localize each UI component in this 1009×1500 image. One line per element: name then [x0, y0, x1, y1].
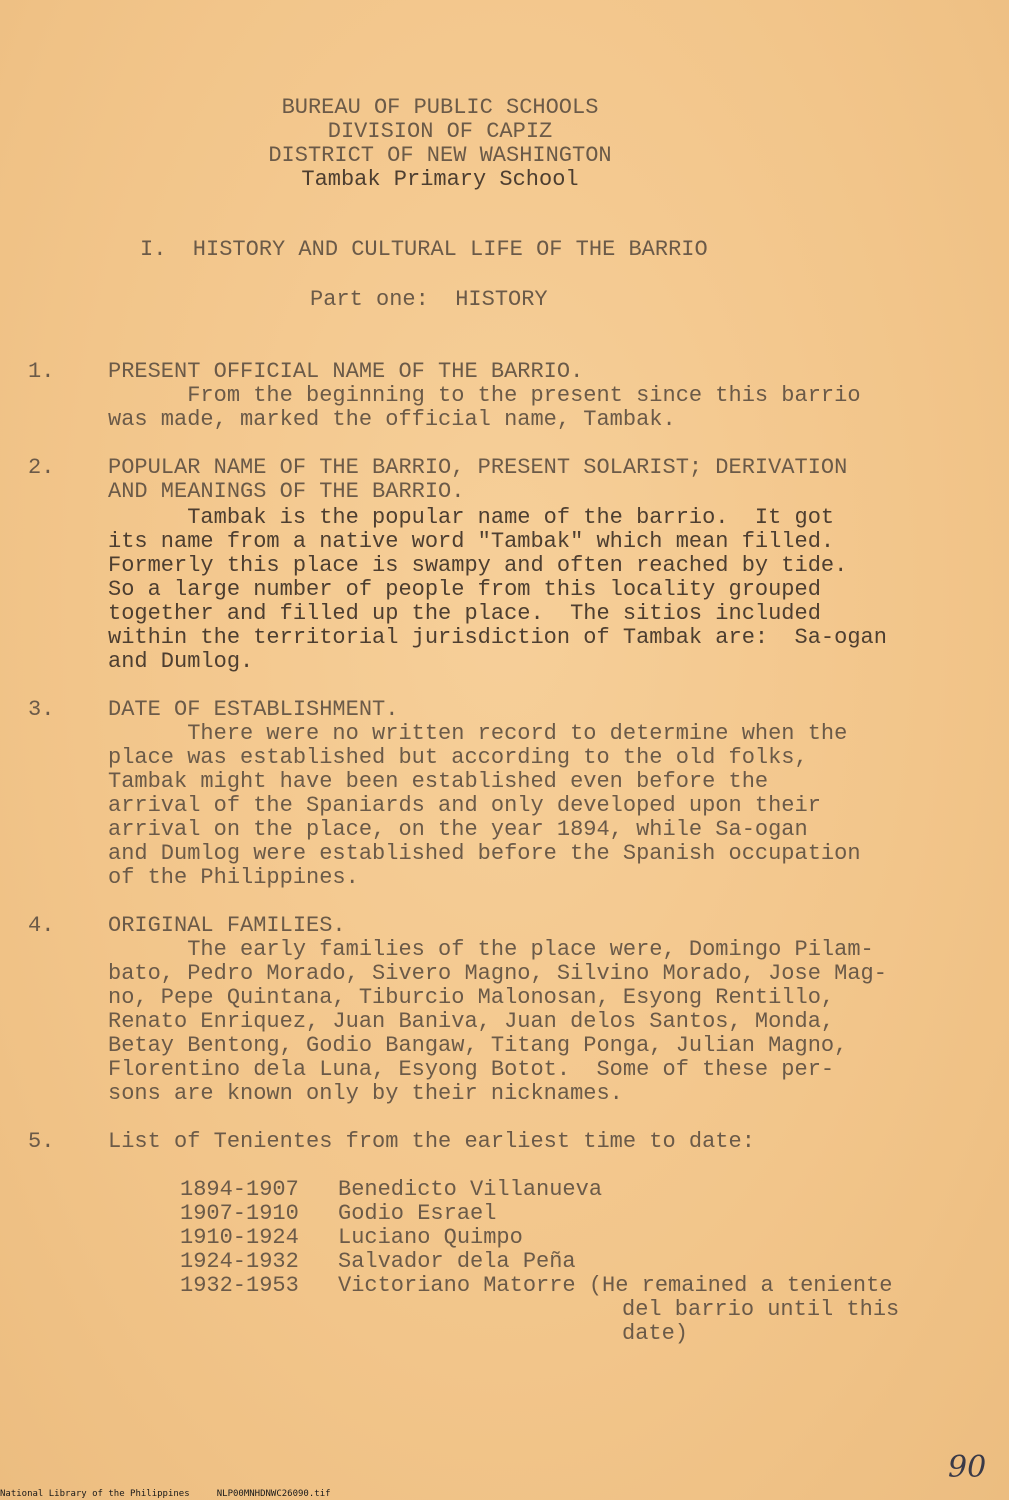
item-text-line: and Dumlog were established before the Spanish occupation — [108, 841, 861, 866]
item-text-line: its name from a native word "Tambak" which mean filled. — [108, 529, 835, 554]
header-bureau: BUREAU OF PUBLIC SCHOOLS — [281, 95, 599, 120]
item-text-line: together and filled up the place. The sitios included — [108, 601, 821, 626]
item-number: 2. — [28, 455, 55, 480]
item-text-line: no, Pepe Quintana, Tiburcio Malonosan, Esyong Rentillo, — [108, 985, 835, 1010]
item-text-line: The early families of the place were, Domingo Pilam- — [108, 937, 874, 962]
item-text-line: and Dumlog. — [108, 649, 254, 674]
teniente-years: 1924-1932 — [180, 1249, 299, 1274]
item-text-line: From the beginning to the present since this barrio — [108, 383, 861, 408]
item-text-line: arrival of the Spaniards and only developed upon their — [108, 793, 821, 818]
teniente-name: Godio Esrael — [338, 1201, 497, 1226]
teniente-note: del barrio until this — [622, 1297, 900, 1322]
item-text-line: Formerly this place is swampy and often reached by tide. — [108, 553, 848, 578]
item-heading: ORIGINAL FAMILIES. — [108, 913, 346, 938]
teniente-name: Victoriano Matorre (He remained a teniente — [338, 1273, 893, 1298]
header-division: DIVISION OF CAPIZ — [327, 119, 553, 144]
item-text-line: of the Philippines. — [108, 865, 359, 890]
item-text-line: arrival on the place, on the year 1894, while Sa-ogan — [108, 817, 808, 842]
item-text-line: Renato Enriquez, Juan Baniva, Juan delos Santos, Monda, — [108, 1009, 835, 1034]
item-heading: AND MEANINGS OF THE BARRIO. — [108, 479, 465, 504]
item-text-line: Tambak is the popular name of the barrio. It got — [108, 505, 835, 530]
item-text-line: within the territorial jurisdiction of Tambak are: Sa-ogan — [108, 625, 887, 650]
item-text-line: There were no written record to determine when the — [108, 721, 848, 746]
teniente-name: Salvador dela Peña — [338, 1249, 576, 1274]
header-district: DISTRICT OF NEW WASHINGTON — [268, 143, 612, 168]
part-title: Part one: HISTORY — [310, 287, 548, 312]
teniente-years: 1907-1910 — [180, 1201, 299, 1226]
teniente-note: date) — [622, 1321, 689, 1346]
item-text-line: Betay Bentong, Godio Bangaw, Titang Ponga, Julian Magno, — [108, 1033, 848, 1058]
handwritten-page-number: 90 — [948, 1450, 987, 1485]
item-text-line: place was established but according to the old folks, — [108, 745, 808, 770]
item-text-line: was made, marked the official name, Tambak. — [108, 407, 676, 432]
item-text-line: sons are known only by their nicknames. — [108, 1081, 623, 1106]
item-number: 4. — [28, 913, 55, 938]
item-number: 1. — [28, 359, 55, 384]
teniente-years: 1910-1924 — [180, 1225, 299, 1250]
item-heading: List of Tenientes from the earliest time to date: — [108, 1129, 755, 1154]
item-heading: DATE OF ESTABLISHMENT. — [108, 697, 399, 722]
scan-footer: National Library of the Philippines NLP00MNHDNWC26090.tif — [0, 1489, 331, 1499]
teniente-years: 1894-1907 — [180, 1177, 299, 1202]
item-text-line: Tambak might have been established even before the — [108, 769, 769, 794]
item-number: 3. — [28, 697, 55, 722]
item-heading: POPULAR NAME OF THE BARRIO, PRESENT SOLARIST; DERIVATION — [108, 455, 848, 480]
teniente-years: 1932-1953 — [180, 1273, 299, 1298]
item-number: 5. — [28, 1129, 55, 1154]
section-title: I. HISTORY AND CULTURAL LIFE OF THE BARRIO — [140, 237, 708, 262]
header-school: Tambak Primary School — [301, 167, 579, 192]
item-heading: PRESENT OFFICIAL NAME OF THE BARRIO. — [108, 359, 584, 384]
teniente-name: Luciano Quimpo — [338, 1225, 523, 1250]
item-text-line: Florentino dela Luna, Esyong Botot. Some of these per- — [108, 1057, 835, 1082]
item-text-line: bato, Pedro Morado, Sivero Magno, Silvino Morado, Jose Mag- — [108, 961, 887, 986]
item-text-line: So a large number of people from this locality grouped — [108, 577, 821, 602]
teniente-name: Benedicto Villanueva — [338, 1177, 603, 1202]
